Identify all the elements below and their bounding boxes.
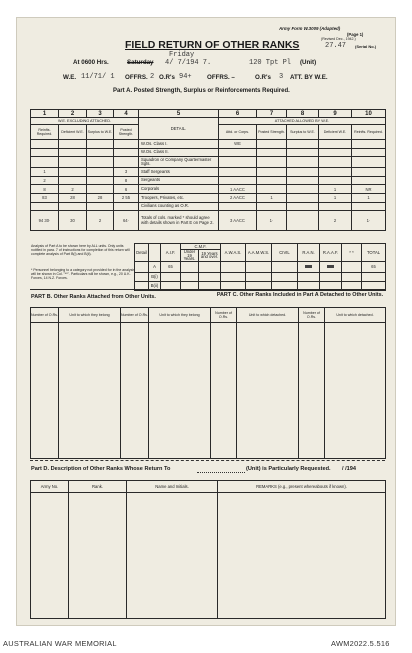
row-cell [87,148,114,157]
analysis-text: Analysis of Part A to be shown here by ALL units. Only units notified in para. 7 of instructions for completion of this return will complete analysis of Part B(i) and B(ii). [31,244,130,257]
row-cell: 30 [59,211,87,231]
row-cell [59,148,87,157]
row-cell [319,168,352,177]
table-row [31,140,386,149]
page-number: (Page 1) [347,32,364,37]
col-number: 9 [319,110,352,118]
raaf-redacted [320,261,342,272]
part-d-col: REMARKS (e.g., present whereabouts if known). [218,481,386,493]
col-number: 8 [287,110,319,118]
row-cell: NR [352,185,386,194]
we-label: W.E. [63,74,77,81]
part-b-table [30,307,211,459]
row-cell [114,148,139,157]
part-d-title: Part D. Description of Other Ranks Whose Return To [31,466,171,472]
col-number: 3 [87,110,114,118]
part-b-col: Unit to which they belong [149,308,211,323]
row-cell: 28 [59,193,87,202]
row-cell [352,202,386,211]
row-cell [287,185,319,194]
cmf-header: C.M.F. [181,244,221,250]
footer-institution: AUSTRALIAN WAR MEMORIAL [3,639,117,648]
row-cell: 1 AACC [219,185,257,194]
over19-header: 19 Years and over. [199,250,221,262]
row-detail: Squadron or Company Quartermaster Sgts. [139,157,219,168]
row-cell [287,168,319,177]
row-cell [219,176,257,185]
col-number: 7 [257,110,287,118]
row-cell [31,202,59,211]
row-cell [31,148,59,157]
row-cell [319,157,352,168]
row-detail: Totals of cols. marked * should agree with details shown in Part E on Page 2. [139,211,219,231]
part-b-col: Unit to which they belong [59,308,121,323]
part-d-col: Rank. [69,481,127,493]
part-a-title: Part A. Posted Strength, Surplus or Reinforcements Required. [113,88,290,94]
row-cell [257,157,287,168]
table-row [31,211,386,231]
row-cell: 1 [352,193,386,202]
row-cell [257,168,287,177]
row-cell [219,157,257,168]
row-cell: 2 [31,176,59,185]
sub-header: Attd. or Corps. [219,125,257,140]
row-cell [87,140,114,149]
day-typed: Friday [169,51,195,59]
total-header: TOTAL [362,244,386,262]
analysis-note: * Personnel belonging to a category not provided for in the analysis will be shown in Col. "**". Particulars will be shown, e.g., 20 U.K. Forces, 14 N.Z. Forces. [31,268,135,281]
row-cell: 1 [319,193,352,202]
unit-label: (Unit) [300,59,317,66]
army-form-number: Army Form W.3009 (Adapted) [279,26,341,31]
row-cell: 8 [114,176,139,185]
row-cell: WE [219,140,257,149]
detail-header: DETAIL. [139,118,219,140]
part-d-col: Name and Initials. [127,481,218,493]
ors-typed: 94+ [179,73,192,81]
revised-date: (Revised Dec., 1942.) [321,37,356,41]
other-forces-header: * * [342,244,362,262]
row-cell [287,157,319,168]
form-title: FIELD RETURN OF OTHER RANKS [125,39,300,51]
col-number: 2 [59,110,87,118]
blank-row [211,323,386,459]
row-cell [114,157,139,168]
row-cell [319,148,352,157]
row-cell [59,176,87,185]
row-cell [352,140,386,149]
group-header-left: W.E. EXCLUDING ATTACHED. [31,118,139,125]
part-b-col: Number of O.Rs. [121,308,149,323]
awas-header: A.W.A.S. [221,244,246,262]
form-sheet [16,17,396,626]
row-cell [257,185,287,194]
analysis-row-bi: B(i) [149,272,161,281]
row-cell [59,140,87,149]
sub-header: Deficient W.E. [319,125,352,140]
row-detail: W.Os. Class II. [139,148,219,157]
row-cell: 1· [257,211,287,231]
group-header-right: ATTACHED ALLOWED BY W.E. [219,118,386,125]
row-cell [352,176,386,185]
analysis-table [134,243,386,291]
aif-header: A.I.F. [161,244,181,262]
row-cell: 28 [87,193,114,202]
att-typed: 3 [279,73,284,81]
offrs-label: OFFRS. [125,74,148,81]
col-number: 10 [352,110,386,118]
part-d-table [30,480,386,619]
row-cell [87,202,114,211]
row-cell [219,148,257,157]
row-cell [287,211,319,231]
row-cell: 64· [114,211,139,231]
row-cell [257,140,287,149]
row-cell [319,202,352,211]
row-cell [219,202,257,211]
row-detail: W.Os. Class I. [139,140,219,149]
row-cell [219,168,257,177]
part-c-col: Unit to which detached. [325,308,386,323]
aamws-header: A.A.M.W.S. [246,244,272,262]
civil-header: CIVIL [272,244,298,262]
col-number: 6 [219,110,257,118]
sub-header: Posted Strength. [257,125,287,140]
ors-label: O.R's [159,74,175,81]
row-cell: 1 [319,185,352,194]
part-c-col: Number of O.Rs. [211,308,237,323]
analysis-row-a: A [149,261,161,272]
sub-header: Reinfts. Required. [352,125,386,140]
row-cell [287,202,319,211]
offrs-typed: 2 [150,73,155,81]
row-cell [59,157,87,168]
sub-header: Surplus to W.E. [87,125,114,140]
row-cell: 6 [114,185,139,194]
sub-header: Deficient W.E. [59,125,87,140]
under19-header: Under 19 Years. [181,250,199,262]
row-cell: 2 55 [114,193,139,202]
part-d-unit-blank [197,472,245,473]
table-row [31,157,386,168]
analysis-row-bii: B(ii) [149,281,161,290]
row-cell [352,157,386,168]
row-cell [87,168,114,177]
perforation-line [30,460,385,461]
row-cell: 1 [257,193,287,202]
row-cell [257,176,287,185]
sub-header: Posted Strength. [114,125,139,140]
row-cell [31,140,59,149]
table-row [31,193,386,202]
row-detail: Corporals [139,185,219,194]
row-detail: Staff Sergeants [139,168,219,177]
row-cell [87,185,114,194]
serial-date-typed: 27.47 [325,42,347,50]
row-cell: 2 [87,211,114,231]
row-detail: Sergeants [139,176,219,185]
part-b-col: Number of O.Rs. [31,308,59,323]
part-d-col: Army No. [31,481,69,493]
offrs2-label: OFFRS. – [207,74,235,81]
ran-header: R.A.N. [298,244,320,262]
part-c-table [210,307,386,459]
row-cell [352,148,386,157]
analysis-detail-header: Detail [135,244,149,262]
part-d-title-end: (Unit) is Particularly Requested. [246,466,331,472]
row-cell: 94 30· [31,211,59,231]
serial-label: (Serial No.) [355,44,377,49]
row-cell: 2 [59,185,87,194]
aif-value: 65 [161,261,181,272]
row-cell [31,157,59,168]
ors2-label: O.R's [255,74,271,81]
table-row [31,176,386,185]
row-cell: 1 [31,168,59,177]
col-number: 5 [139,110,219,118]
part-d-date: / /194 [342,466,356,472]
table-row [31,185,386,194]
table-row [31,168,386,177]
ran-redacted [298,261,320,272]
footer-accession: AWM2022.5.516 [331,639,390,648]
row-cell: 3 AACC [219,211,257,231]
col-number: 1 [31,110,59,118]
row-cell [352,168,386,177]
row-cell [59,202,87,211]
part-c-col: Number of O.Rs. [299,308,325,323]
row-cell [257,148,287,157]
part-a-table [30,109,386,231]
unit-typed: 120 Tpt Pl [249,59,292,67]
row-cell [87,176,114,185]
row-cell [319,176,352,185]
we-typed: 11/71/ 1 [81,73,115,81]
row-cell [59,168,87,177]
part-b-title: PART B. Other Ranks Attached from Other Units. [31,294,156,300]
part-c-title: PART C. Other Ranks Included in Part A Detached to Other Units. [216,292,384,298]
row-cell [114,202,139,211]
row-cell [87,157,114,168]
blank-row [31,323,211,459]
total-value: 65 [362,261,386,272]
row-cell [287,193,319,202]
row-cell [319,140,352,149]
row-cell [257,202,287,211]
return-date: 4/ 7/194 7. [165,59,212,67]
row-cell: 8 [31,185,59,194]
row-detail: Civilians counting as O.R. [139,202,219,211]
sub-header: Surplus to W.E. [287,125,319,140]
row-cell: 1· [352,211,386,231]
part-b-divider [30,289,385,290]
raaf-header: R.A.A.F. [320,244,342,262]
row-cell [287,148,319,157]
part-c-col: Unit to which detached. [237,308,299,323]
sub-header: Reinfts. Required. [31,125,59,140]
col-number: 4 [114,110,139,118]
table-row [31,148,386,157]
row-cell [287,140,319,149]
row-detail: Troopers, Privates, etc. [139,193,219,202]
row-cell: 83 [31,193,59,202]
time-line-label: At 0600 Hrs. [73,59,109,66]
att-label: ATT. BY W.E. [290,74,328,81]
row-cell: 2 [319,211,352,231]
row-cell [287,176,319,185]
row-cell: 3 [114,168,139,177]
day-printed: Saturday [127,59,154,66]
row-cell: 2 AACC [219,193,257,202]
row-cell [114,140,139,149]
table-row [31,202,386,211]
